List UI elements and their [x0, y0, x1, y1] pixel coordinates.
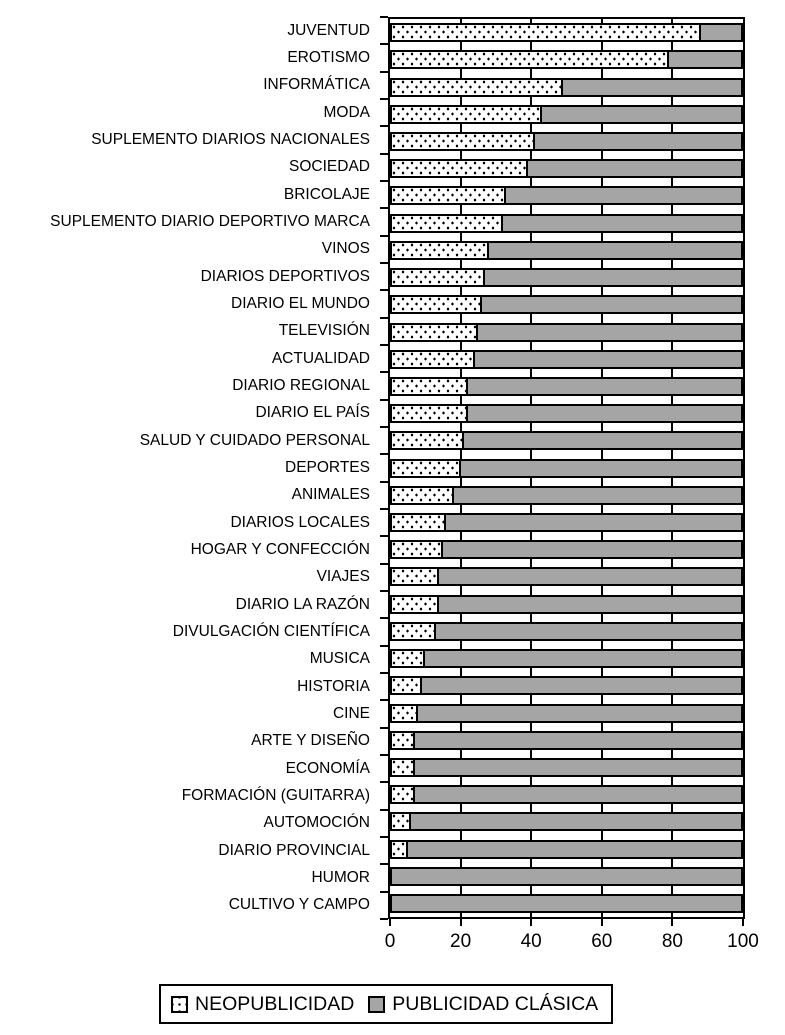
bar-segment-publicidad-clasica	[439, 595, 743, 614]
bar-row	[390, 482, 743, 509]
category-label: SALUD Y CUIDADO PERSONAL	[139, 431, 370, 449]
y-axis-tick	[380, 16, 388, 18]
bar-segment-publicidad-clasica	[563, 78, 743, 97]
bar-segment-neopublicidad	[390, 159, 528, 178]
stacked-bar	[390, 295, 743, 314]
bar-segment-publicidad-clasica	[418, 704, 743, 723]
bar-row	[390, 400, 743, 427]
x-axis-tick	[742, 919, 744, 926]
stacked-bar	[390, 785, 743, 804]
category-label: HOGAR Y CONFECCIÓN	[190, 540, 370, 558]
y-axis-tick	[380, 317, 388, 319]
bar-row	[390, 645, 743, 672]
bar-segment-publicidad-clasica	[468, 377, 743, 396]
bar-segment-publicidad-clasica	[528, 159, 743, 178]
category-label: HISTORIA	[297, 677, 370, 695]
bar-segment-publicidad-clasica	[503, 214, 743, 233]
bar-segment-neopublicidad	[390, 186, 506, 205]
bar-segment-neopublicidad	[390, 50, 669, 69]
y-axis-tick	[380, 125, 388, 127]
bar-segment-neopublicidad	[390, 812, 411, 831]
bar-segment-publicidad-clasica	[482, 295, 743, 314]
y-axis-tick	[380, 590, 388, 592]
category-label: EROTISMO	[287, 48, 370, 66]
bar-row	[390, 373, 743, 400]
stacked-bar	[390, 812, 743, 831]
bar-segment-neopublicidad	[390, 785, 415, 804]
bar-segment-neopublicidad	[390, 486, 454, 505]
y-axis-tick	[380, 235, 388, 237]
category-label: SOCIEDAD	[289, 158, 370, 176]
category-label: CULTIVO Y CAMPO	[228, 896, 370, 914]
stacked-bar	[390, 186, 743, 205]
bar-row	[390, 128, 743, 155]
y-axis-tick	[380, 891, 388, 893]
category-label: DIARIO REGIONAL	[232, 376, 370, 394]
bar-segment-neopublicidad	[390, 676, 422, 695]
bar-row	[390, 101, 743, 128]
category-label: ACTUALIDAD	[271, 349, 370, 367]
category-label: BRICOLAJE	[283, 185, 370, 203]
stacked-bar	[390, 567, 743, 586]
bar-segment-neopublicidad	[390, 78, 563, 97]
stacked-bar	[390, 323, 743, 342]
bar-segment-publicidad-clasica	[454, 486, 743, 505]
y-axis-tick	[380, 918, 388, 920]
bar-segment-publicidad-clasica	[489, 241, 743, 260]
bar-segment-publicidad-clasica	[425, 649, 743, 668]
bar-row	[390, 890, 743, 917]
bar-row	[390, 863, 743, 890]
stacked-bar	[390, 132, 743, 151]
stacked-bar	[390, 840, 743, 859]
bar-segment-neopublicidad	[390, 404, 468, 423]
y-axis-tick	[380, 699, 388, 701]
bar-row	[390, 237, 743, 264]
legend-label-neopublicidad: NEOPUBLICIDAD	[195, 992, 355, 1015]
y-axis-tick	[380, 399, 388, 401]
y-axis-tick	[380, 563, 388, 565]
bar-segment-neopublicidad	[390, 323, 478, 342]
legend-item-neopublicidad	[171, 993, 354, 1016]
x-axis-tick	[671, 919, 673, 926]
y-axis-tick	[380, 617, 388, 619]
bar-row	[390, 291, 743, 318]
bar-segment-neopublicidad	[390, 431, 464, 450]
bar-row	[390, 536, 743, 563]
x-axis-tick	[601, 919, 603, 926]
y-axis-tick	[380, 344, 388, 346]
bar-segment-publicidad-clasica	[415, 785, 743, 804]
bar-segment-neopublicidad	[390, 758, 415, 777]
bar-segment-neopublicidad	[390, 622, 436, 641]
bar-row	[390, 509, 743, 536]
bar-segment-publicidad-clasica	[464, 431, 743, 450]
category-label: DIARIOS DEPORTIVOS	[200, 267, 370, 285]
y-axis-tick	[380, 535, 388, 537]
bar-segment-neopublicidad	[390, 540, 443, 559]
x-axis-tick-label: 40	[520, 931, 542, 952]
y-axis-tick	[380, 809, 388, 811]
bar-segment-publicidad-clasica	[415, 758, 743, 777]
stacked-bar	[390, 459, 743, 478]
stacked-bar	[390, 404, 743, 423]
stacked-bar	[390, 867, 743, 886]
category-label: MODA	[323, 103, 370, 121]
bar-segment-publicidad-clasica	[411, 812, 743, 831]
stacked-bar	[390, 350, 743, 369]
bar-segment-publicidad-clasica	[415, 731, 743, 750]
bar-segment-neopublicidad	[390, 649, 425, 668]
category-label: MUSICA	[309, 650, 370, 668]
bar-row	[390, 699, 743, 726]
bar-segment-publicidad-clasica	[485, 268, 743, 287]
bar-segment-publicidad-clasica	[446, 513, 743, 532]
bar-row	[390, 346, 743, 373]
y-axis-tick	[380, 863, 388, 865]
stacked-bar	[390, 377, 743, 396]
stacked-bar	[390, 214, 743, 233]
stacked-bar	[390, 105, 743, 124]
y-axis-tick	[380, 371, 388, 373]
bar-segment-publicidad-clasica	[443, 540, 743, 559]
category-label: DIARIO EL MUNDO	[231, 294, 370, 312]
bar-segment-publicidad-clasica	[542, 105, 743, 124]
bar-segment-publicidad-clasica	[475, 350, 743, 369]
y-axis-tick	[380, 98, 388, 100]
stacked-bar	[390, 540, 743, 559]
stacked-bar	[390, 241, 743, 260]
bar-segment-publicidad-clasica	[535, 132, 743, 151]
bar-segment-publicidad-clasica	[436, 622, 743, 641]
bar-row	[390, 182, 743, 209]
stacked-bar	[390, 78, 743, 97]
category-label: ARTE Y DISEÑO	[251, 732, 370, 750]
legend-label-publicidad-clasica: PUBLICIDAD CLÁSICA	[392, 992, 599, 1015]
y-axis-tick	[380, 71, 388, 73]
bar-row	[390, 155, 743, 182]
stacked-bar	[390, 268, 743, 287]
category-label: SUPLEMENTO DIARIOS NACIONALES	[91, 130, 370, 148]
bar-segment-neopublicidad	[390, 23, 701, 42]
y-axis-tick	[380, 43, 388, 45]
bar-segment-publicidad-clasica	[439, 567, 743, 586]
y-axis-tick	[380, 645, 388, 647]
y-axis-tick	[380, 754, 388, 756]
x-axis-tick-label: 20	[450, 931, 472, 952]
bar-row	[390, 836, 743, 863]
y-axis-tick	[380, 453, 388, 455]
bar-segment-neopublicidad	[390, 459, 461, 478]
bar-row	[390, 427, 743, 454]
category-label: TELEVISIÓN	[278, 322, 370, 340]
stacked-bar	[390, 431, 743, 450]
bar-segment-neopublicidad	[390, 241, 489, 260]
bar-segment-neopublicidad	[390, 295, 482, 314]
y-axis-tick	[380, 672, 388, 674]
bar-row	[390, 19, 743, 46]
category-label: DIARIO LA RAZÓN	[235, 595, 370, 613]
bar-row	[390, 781, 743, 808]
stacked-bar	[390, 758, 743, 777]
bar-segment-neopublicidad	[390, 350, 475, 369]
bar-segment-publicidad-clasica	[461, 459, 743, 478]
stacked-bar	[390, 704, 743, 723]
plot-area	[388, 17, 745, 919]
bar-segment-neopublicidad	[390, 513, 446, 532]
bar-row	[390, 672, 743, 699]
y-axis-ticks	[380, 17, 388, 919]
category-axis	[0, 17, 379, 919]
bar-segment-publicidad-clasica	[422, 676, 743, 695]
y-axis-tick	[380, 836, 388, 838]
legend-swatch-neopublicidad-icon	[171, 996, 188, 1013]
bar-row	[390, 754, 743, 781]
x-axis-tick	[460, 919, 462, 926]
stacked-bar	[390, 513, 743, 532]
x-axis-tick-label: 80	[661, 931, 683, 952]
bar-segment-publicidad-clasica	[390, 867, 743, 886]
y-axis-tick	[380, 727, 388, 729]
bar-segment-neopublicidad	[390, 214, 503, 233]
y-axis-tick	[380, 781, 388, 783]
category-label: ANIMALES	[291, 486, 370, 504]
bar-row	[390, 727, 743, 754]
stacked-bar	[390, 595, 743, 614]
bar-segment-neopublicidad	[390, 105, 542, 124]
bar-row	[390, 455, 743, 482]
bar-segment-neopublicidad	[390, 840, 408, 859]
bar-row	[390, 563, 743, 590]
stacked-bar	[390, 676, 743, 695]
stacked-bar	[390, 486, 743, 505]
category-label: VIAJES	[316, 568, 370, 586]
bar-segment-neopublicidad	[390, 132, 535, 151]
bar-segment-publicidad-clasica	[701, 23, 743, 42]
x-axis-tick-label: 60	[591, 931, 613, 952]
bar-segment-publicidad-clasica	[506, 186, 743, 205]
category-label: INFORMÁTICA	[263, 76, 370, 94]
bar-segment-publicidad-clasica	[468, 404, 743, 423]
category-label: DIARIO PROVINCIAL	[218, 841, 370, 859]
bar-row	[390, 210, 743, 237]
legend	[159, 984, 613, 1024]
category-label: ECONOMÍA	[285, 759, 370, 777]
category-label: HUMOR	[311, 868, 370, 886]
stacked-bar	[390, 622, 743, 641]
bar-segment-neopublicidad	[390, 268, 485, 287]
bar-segment-neopublicidad	[390, 567, 439, 586]
bar-row	[390, 808, 743, 835]
x-axis-tick-label: 100	[727, 931, 759, 952]
bar-segment-publicidad-clasica	[390, 894, 743, 913]
x-axis-tick	[389, 919, 391, 926]
stacked-bar	[390, 894, 743, 913]
y-axis-tick	[380, 508, 388, 510]
stacked-bar	[390, 649, 743, 668]
stacked-bar	[390, 50, 743, 69]
bar-segment-neopublicidad	[390, 731, 415, 750]
y-axis-tick	[380, 207, 388, 209]
y-axis-tick	[380, 153, 388, 155]
stacked-bar	[390, 23, 743, 42]
legend-item-publicidad-clasica	[368, 993, 598, 1016]
x-axis-tick-label: 0	[384, 931, 396, 952]
category-label: DEPORTES	[285, 458, 370, 476]
category-label: DIARIO EL PAÍS	[255, 404, 370, 422]
y-axis-tick	[380, 481, 388, 483]
x-axis-tick	[530, 919, 532, 926]
category-label: JUVENTUD	[287, 21, 370, 39]
category-label: FORMACIÓN (GUITARRA)	[181, 786, 370, 804]
bar-segment-publicidad-clasica	[408, 840, 743, 859]
bar-segment-neopublicidad	[390, 377, 468, 396]
y-axis-tick	[380, 426, 388, 428]
category-label: DIARIOS LOCALES	[230, 513, 370, 531]
bar-row	[390, 318, 743, 345]
legend-swatch-publicidad-clasica-icon	[368, 996, 385, 1013]
bar-row	[390, 46, 743, 73]
bar-row	[390, 264, 743, 291]
bars	[390, 19, 743, 917]
category-label: SUPLEMENTO DIARIO DEPORTIVO MARCA	[50, 212, 370, 230]
x-axis	[384, 919, 759, 964]
y-axis-tick	[380, 180, 388, 182]
category-label: DIVULGACIÓN CIENTÍFICA	[172, 622, 370, 640]
y-axis-tick	[380, 289, 388, 291]
stacked-bar	[390, 731, 743, 750]
category-label: CINE	[332, 704, 370, 722]
bar-segment-neopublicidad	[390, 595, 439, 614]
bar-row	[390, 73, 743, 100]
bar-segment-neopublicidad	[390, 704, 418, 723]
bar-row	[390, 618, 743, 645]
bar-segment-publicidad-clasica	[669, 50, 743, 69]
stacked-bar	[390, 159, 743, 178]
category-label: AUTOMOCIÓN	[263, 814, 370, 832]
category-label: VINOS	[321, 240, 370, 258]
bar-row	[390, 591, 743, 618]
bar-segment-publicidad-clasica	[478, 323, 743, 342]
y-axis-tick	[380, 262, 388, 264]
